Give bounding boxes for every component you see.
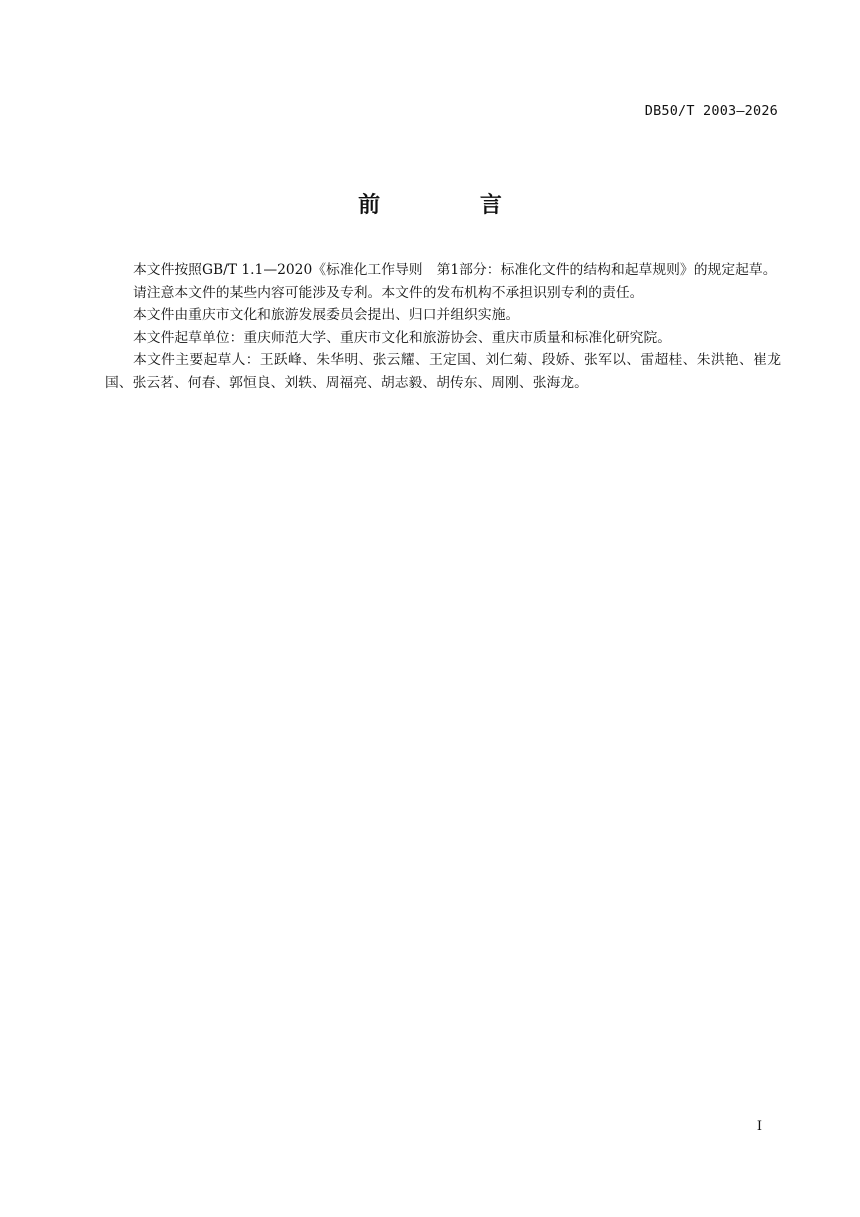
patent-notice-paragraph: 请注意本文件的某些内容可能涉及专利。本文件的发布机构不承担识别专利的责任。: [133, 284, 644, 301]
page-title: 前 言: [358, 193, 548, 218]
drafting-units-paragraph: 本文件起草单位：重庆师范大学、重庆市文化和旅游协会、重庆市质量和标准化研究院。: [133, 329, 672, 346]
foreword-body: [105, 259, 781, 394]
page-number: I: [756, 1119, 762, 1134]
document-code: DB50/T 2003—2026: [644, 103, 778, 119]
drafting-basis-text-b: 第1部分：标准化文件的结构和起草规则》的规定起草。: [436, 262, 777, 278]
drafting-basis-text-a: 本文件按照GB/T 1.1—2020《标准化工作导则: [133, 262, 423, 278]
drafting-basis-paragraph: [105, 259, 781, 282]
proposer-paragraph: 本文件由重庆市文化和旅游发展委员会提出、归口并组织实施。: [133, 307, 520, 323]
drafters-paragraph: 本文件主要起草人：王跃峰、朱华明、张云耀、王定国、刘仁菊、段娇、张军以、雷超桂、朱洪艳、崔龙国、张云茗、何春、郭恒良、刘轶、周福亮、胡志毅、胡传东、周刚、张海龙。: [105, 352, 781, 391]
